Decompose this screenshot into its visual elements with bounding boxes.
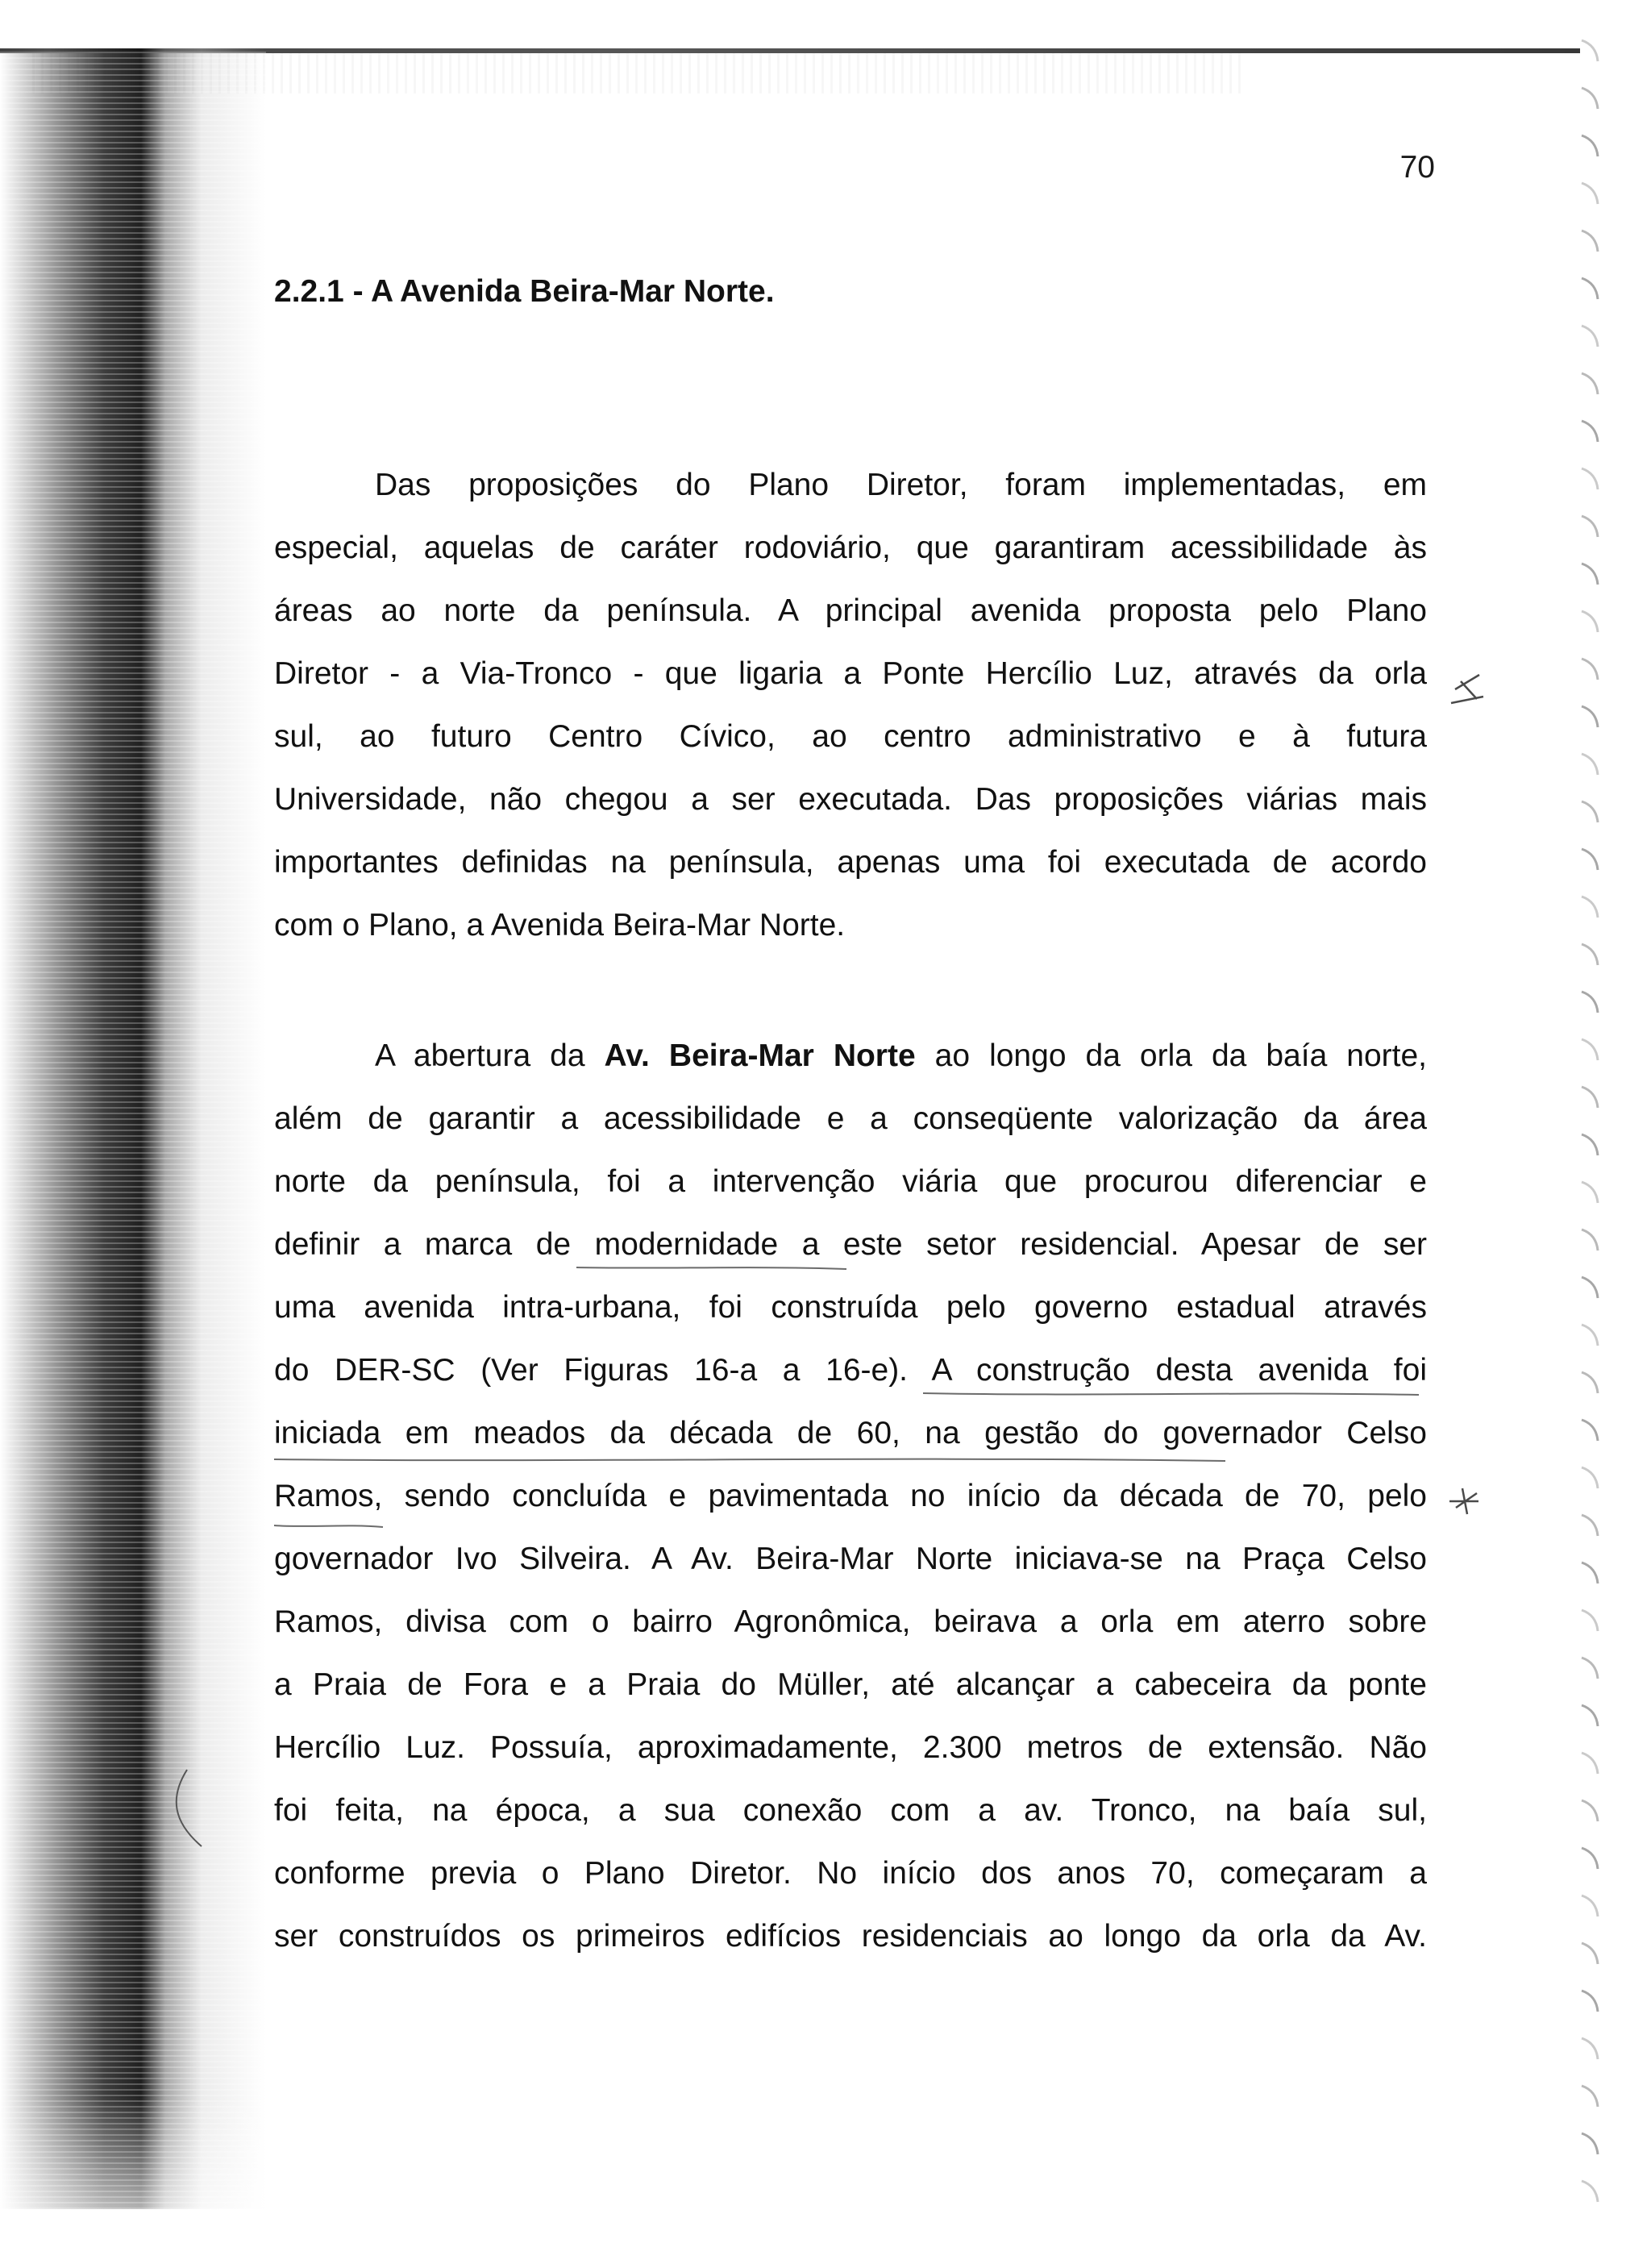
paragraph-line: conforme previa o Plano Diretor. No início dos anos 70, começaram a bbox=[274, 1856, 1427, 1891]
paragraph-line: com o Plano, a Avenida Beira-Mar Norte. bbox=[274, 908, 846, 943]
section-heading: 2.2.1 - A Avenida Beira-Mar Norte. bbox=[274, 274, 775, 309]
paragraph-line: Das proposições do Plano Diretor, foram implementadas, em bbox=[375, 468, 1427, 502]
paragraph-line: iniciada em meados da década de 60, na gestão do governador Celso bbox=[274, 1416, 1427, 1450]
text-run: ao longo da orla da baía norte, bbox=[915, 1038, 1427, 1073]
paragraph-line: do DER-SC (Ver Figuras 16-a a 16-e). A construção desta avenida foi bbox=[274, 1353, 1427, 1388]
text-run: A abertura da bbox=[375, 1038, 605, 1073]
paragraph-line: além de garantir a acessibilidade e a conseqüente valorização da área bbox=[274, 1101, 1427, 1136]
paragraph-line: Diretor - a Via-Tronco - que ligaria a Ponte Hercílio Luz, através da orla bbox=[274, 656, 1427, 691]
paragraph-line: Ramos, divisa com o bairro Agronômica, beirava a orla em aterro sobre bbox=[274, 1604, 1427, 1639]
pencil-underline bbox=[274, 1459, 1225, 1461]
paragraph-line: uma avenida intra-urbana, foi construída pelo governo estadual através bbox=[274, 1290, 1427, 1325]
page-number: 70 bbox=[1399, 150, 1435, 185]
paragraph-line: Universidade, não chegou a ser executada. Das proposições viárias mais bbox=[274, 782, 1427, 817]
paragraph-line: importantes definidas na península, apenas uma foi executada de acordo bbox=[274, 845, 1427, 880]
paragraph-line: ser construídos os primeiros edifícios residenciais ao longo da orla da Av. bbox=[274, 1919, 1427, 1954]
paragraph-line: governador Ivo Silveira. A Av. Beira-Mar Norte iniciava-se na Praça Celso bbox=[274, 1542, 1427, 1576]
paragraph-line: áreas ao norte da península. A principal avenida proposta pelo Plano bbox=[274, 593, 1427, 628]
margin-mark bbox=[177, 1770, 202, 1846]
pencil-underline bbox=[576, 1267, 846, 1269]
margin-mark bbox=[1449, 1488, 1478, 1514]
paragraph-line: definir a marca de modernidade a este setor residencial. Apesar de ser bbox=[274, 1227, 1427, 1262]
paragraph-line: foi feita, na época, a sua conexão com a av. Tronco, na baía sul, bbox=[274, 1793, 1427, 1828]
paragraph-line: norte da península, foi a intervenção viária que procurou diferenciar e bbox=[274, 1164, 1427, 1199]
paragraph-line: a Praia de Fora e a Praia do Müller, até alcançar a cabeceira da ponte bbox=[274, 1667, 1427, 1702]
paragraph-line: Hercílio Luz. Possuía, aproximadamente, 2.300 metros de extensão. Não bbox=[274, 1730, 1427, 1765]
bold-term: Av. Beira-Mar Norte bbox=[604, 1038, 916, 1073]
pencil-underline bbox=[274, 1525, 383, 1527]
paragraph-line: sul, ao futuro Centro Cívico, ao centro administrativo e à futura bbox=[274, 719, 1427, 754]
pencil-underline bbox=[923, 1393, 1419, 1395]
margin-mark bbox=[1451, 675, 1483, 703]
paragraph-line: especial, aquelas de caráter rodoviário, que garantiram acessibilidade às bbox=[274, 531, 1427, 565]
paragraph-line: Ramos, sendo concluída e pavimentada no início da década de 70, pelo bbox=[274, 1479, 1427, 1513]
